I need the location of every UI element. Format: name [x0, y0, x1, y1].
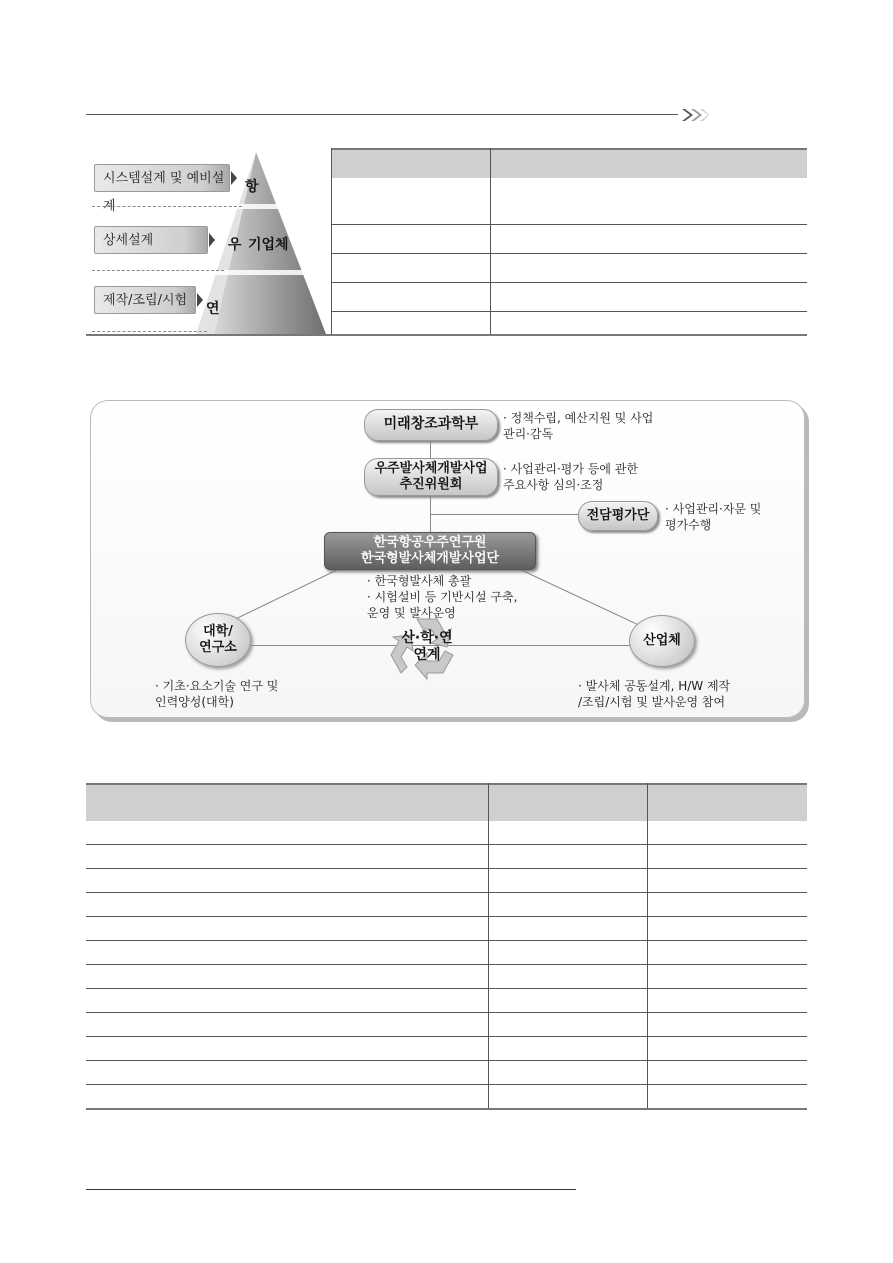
table-row [332, 178, 807, 225]
table-row [86, 965, 807, 989]
table-row [86, 989, 807, 1013]
ministry-note: · 정책수립, 예산지원 및 사업 관리·감독 [503, 411, 654, 441]
table-column-divider [488, 783, 489, 1110]
table-row [86, 1061, 807, 1085]
table-header-row [86, 783, 807, 821]
pyramid-label-manufacturing: 제작/조립/시험 [94, 286, 196, 314]
ministry-node: 미래창조과학부 [364, 409, 498, 441]
top-table [332, 148, 807, 336]
committee-node: 우주발사체개발사업 추진위원회 [364, 458, 498, 496]
pyramid-figure [86, 148, 332, 336]
industry-node: 산업체 [629, 615, 695, 667]
table-column-divider [490, 148, 491, 334]
table-row [332, 225, 807, 254]
university-note: · 기초·요소기술 연구 및 인력양성(대학) [155, 679, 279, 709]
dashed-divider [92, 270, 224, 271]
table-row [86, 1013, 807, 1037]
double-chevron-icon [680, 107, 710, 123]
header-rule [86, 114, 678, 115]
table-row [86, 941, 807, 965]
table-row [332, 254, 807, 283]
table-bottom-rule [86, 334, 807, 336]
industry-note: · 발사체 공동설계, H/W 제작 /조립/시험 및 발사운영 참여 [578, 679, 731, 709]
table-column-divider [647, 783, 648, 1110]
pyramid-label-detail-design: 상세설계 [94, 226, 208, 254]
kari-note: · 한국형발사체 총괄 · 시험설비 등 기반시설 구축, 운영 및 발사운영 [367, 574, 518, 620]
pyramid-label-system-design: 시스템설계 및 예비설계 [94, 164, 230, 192]
table-bottom-rule [86, 1108, 807, 1110]
pyramid-side-label: 기업체 [248, 237, 289, 253]
dashed-divider [92, 206, 242, 207]
center-label: 산·학·연 연계 [401, 629, 453, 663]
eval-team-node: 전담평가단 [578, 501, 658, 531]
university-node: 대학/ 연구소 [185, 613, 251, 667]
pyramid-letter-hang: 항 [245, 179, 259, 195]
table-row [86, 845, 807, 869]
eval-team-note: · 사업관리·자문 및 평가수행 [665, 502, 762, 532]
table-row [86, 869, 807, 893]
kari-node: 한국항공우주연구원 한국형발사체개발사업단 [324, 532, 536, 570]
table-row [86, 1037, 807, 1061]
table-header-row [332, 148, 807, 178]
pyramid-letter-woo: 우 [228, 237, 242, 253]
organization-diagram [90, 400, 805, 718]
table-row [332, 283, 807, 312]
committee-note: · 사업관리·평가 등에 관한 주요사항 심의·조정 [503, 462, 638, 492]
pyramid-letter-yeon: 연 [206, 301, 220, 317]
footnote-rule [86, 1189, 576, 1190]
arrow-right-icon [209, 233, 215, 247]
dashed-divider [92, 331, 207, 332]
table-row [86, 821, 807, 845]
arrow-right-icon [197, 293, 203, 307]
table-row [86, 893, 807, 917]
arrow-right-icon [231, 171, 237, 185]
table-row [86, 917, 807, 941]
